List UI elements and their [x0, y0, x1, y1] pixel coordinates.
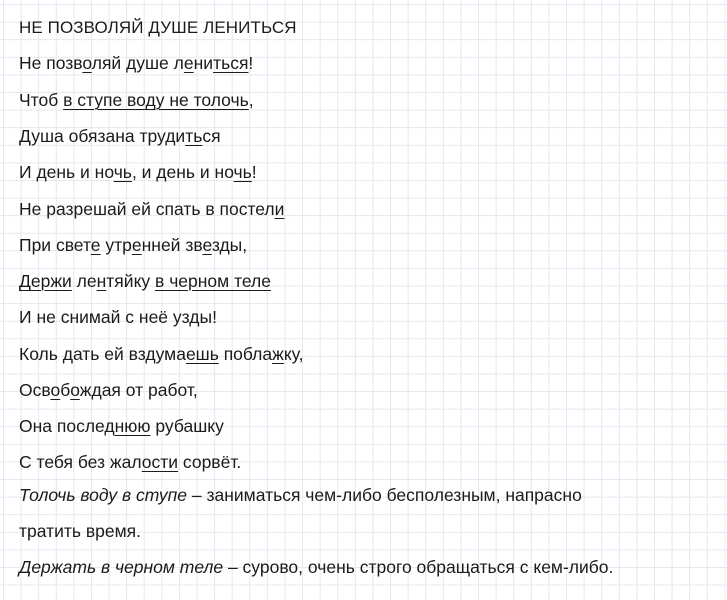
underlined-segment: е: [183, 53, 194, 73]
underlined-segment: ню: [114, 416, 138, 436]
underlined-segment: ть: [185, 126, 203, 146]
underlined-segment: е: [202, 235, 212, 255]
document-title: НЕ ПОЗВОЛЯЙ ДУШЕ ЛЕНИТЬСЯ: [19, 18, 297, 37]
underlined-segment: в черном теле: [155, 271, 271, 291]
poem-line: [19, 51, 253, 75]
text-segment: И не снимай с неё узды!: [19, 307, 217, 327]
text-segment: !: [248, 53, 254, 73]
underlined-segment: е: [90, 235, 101, 255]
text-segment: С тебя без жал: [19, 452, 142, 472]
text-segment: Она послед: [19, 416, 115, 436]
poem-line: [19, 160, 257, 184]
text-segment: побла: [218, 344, 273, 364]
text-segment: ле: [71, 271, 97, 291]
text-segment: тяйку: [106, 271, 156, 291]
text-segment: Душа обязана труди: [19, 126, 186, 146]
text-segment: ся: [202, 126, 221, 146]
text-segment: рубашку: [150, 416, 224, 436]
poem-line: [19, 124, 221, 148]
underlined-segment: сти: [151, 452, 179, 472]
text-segment: ляй душе л: [91, 53, 184, 73]
text-segment: утр: [100, 235, 132, 255]
definition-line: [19, 555, 613, 579]
text-segment: При свет: [19, 235, 91, 255]
underlined-segment: о: [50, 380, 61, 400]
underlined-segment: н: [96, 271, 107, 291]
text-segment: , и день и но: [131, 162, 234, 182]
underlined-segment: в ступе воду не толочь: [63, 90, 249, 110]
text-segment: тратить время.: [19, 521, 142, 541]
underlined-segment: и: [274, 199, 285, 219]
idiom-term: Толочь воду в ступе: [19, 485, 188, 505]
underlined-segment: е: [131, 235, 142, 255]
text-segment: зды,: [211, 235, 248, 255]
underlined-segment: о: [141, 452, 152, 472]
underlined-segment: ж: [272, 344, 284, 364]
text-segment: !: [251, 162, 257, 182]
text-segment: сорвёт.: [178, 452, 242, 472]
definition-line: [19, 519, 141, 543]
poem-line: [19, 342, 304, 366]
poem-line: [19, 269, 271, 293]
text-segment: И день и но: [19, 162, 114, 182]
poem-line: [19, 414, 224, 438]
underlined-segment: чь: [233, 162, 252, 182]
underlined-segment: ться: [213, 53, 249, 73]
poem-line: [19, 233, 247, 257]
underlined-segment: о: [82, 53, 92, 73]
poem-line: [19, 305, 217, 329]
underlined-segment: Держи: [19, 271, 72, 291]
poem-line: [19, 378, 198, 402]
poem-line: [19, 88, 254, 112]
idiom-term: Держать в черном теле: [19, 557, 224, 577]
text-segment: – сурово, очень строго обращаться с кем-либо.: [223, 557, 614, 577]
underlined-segment: чь: [113, 162, 132, 182]
text-segment: ни: [193, 53, 214, 73]
poem-line: [19, 450, 241, 474]
text-segment: Чтоб: [19, 90, 64, 110]
text-segment: ,: [248, 90, 254, 110]
text-segment: – заниматься чем-либо бесполезным, напрасно: [187, 485, 582, 505]
text-segment: Коль дать ей вздума: [19, 344, 186, 364]
underlined-segment: ешь: [185, 344, 219, 364]
definition-line: [19, 483, 582, 507]
text-segment: б: [60, 380, 71, 400]
text-segment: Не разрешай ей спать в постел: [19, 199, 275, 219]
text-segment: ждая от работ,: [79, 380, 198, 400]
poem-line: [19, 197, 284, 221]
text-segment: нней зв: [141, 235, 203, 255]
underlined-segment: ю: [137, 416, 151, 436]
underlined-segment: о: [70, 380, 80, 400]
text-segment: ку,: [283, 344, 304, 364]
text-segment: Осв: [19, 380, 51, 400]
text-segment: Не позв: [19, 53, 83, 73]
